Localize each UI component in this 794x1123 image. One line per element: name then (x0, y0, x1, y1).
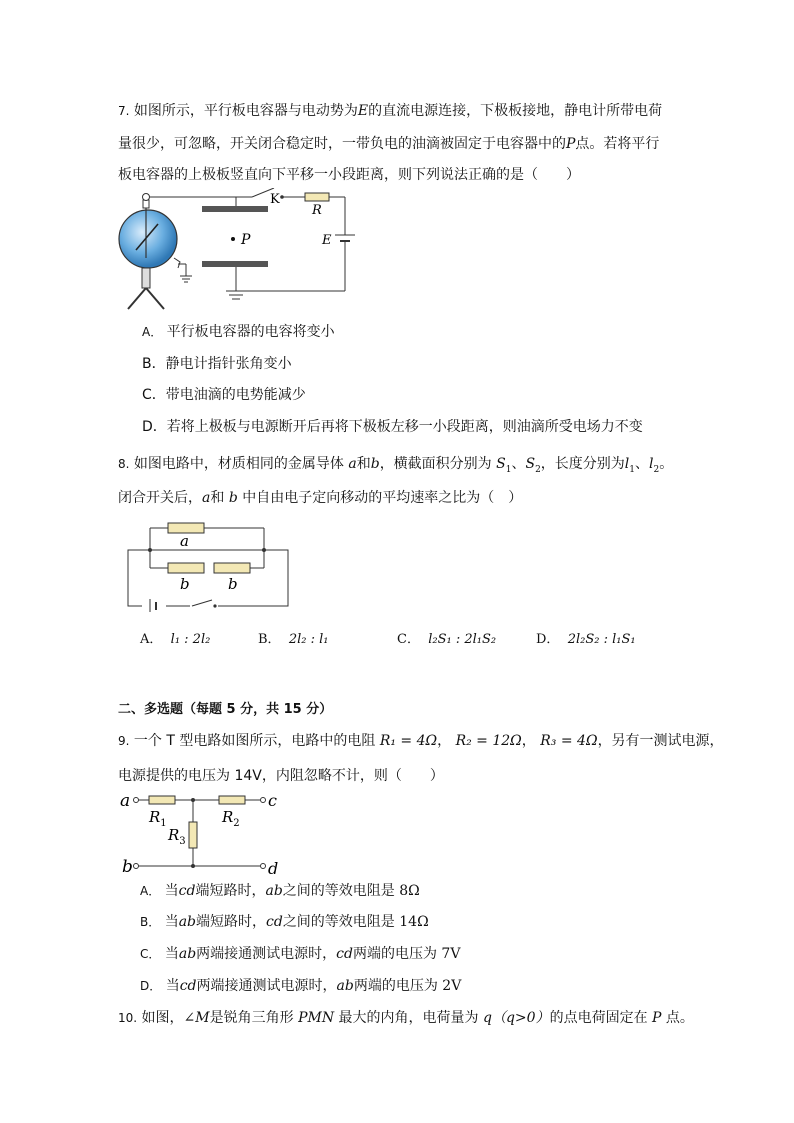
q8-text-line2: 闭合开关后，a和 b 中自由电子定向移动的平均速率之比为（ ） (118, 490, 523, 506)
q9-t-circuit-figure (118, 790, 288, 880)
q9-r1: R₁ = 4Ω (379, 733, 438, 749)
resistor-R1 (149, 796, 175, 804)
fig7-label-P: P (241, 232, 251, 248)
q7-text-line3: 板电容器的上极板竖直向下平移一小段距离，则下列说法正确的是（ ） (118, 167, 580, 183)
fig7-label-E: E (322, 233, 332, 248)
q8-circuit-figure (122, 516, 294, 612)
fig7-label-K: K (270, 192, 280, 207)
q9-option-b: B． 当ab端短路时，cd之间的等效电阻是 14Ω (140, 914, 429, 930)
q7-circuit-figure (112, 188, 357, 313)
q7-var-P: P (566, 136, 576, 152)
fig8-label-b1: b (180, 575, 190, 593)
q9-text-line1: 9. 一个 T 型电路如图所示，电路中的电阻 R₁ = 4Ω， R₂ = 12Ω， R₃ = 4Ω，另有一测试电源， (118, 733, 724, 749)
fig9-label-R1: $R_1$ (149, 808, 167, 829)
q10-number: 10. (118, 1011, 138, 1025)
electrometer-icon (119, 194, 192, 310)
q9-option-c: C． 当ab两端接通测试电源时，cd两端的电压为 7V (140, 946, 461, 962)
q9-text-line2: 电源提供的电压为 14V，内阻忽略不计，则（ ） (118, 768, 444, 784)
point-P (231, 237, 235, 241)
q9-option-d: D． 当cd两端接通测试电源时，ab两端的电压为 2V (140, 978, 462, 994)
q7-text-line2 (118, 134, 659, 154)
conductor-b1 (168, 563, 204, 573)
q8-option-c: C． l₂S₁ : 2l₁S₂ (397, 632, 497, 647)
fig8-label-a: a (180, 532, 189, 550)
q7-option-d: D．若将上极板与电源断开后再将下极板左移一小段距离，则油滴所受电场力不变 (142, 419, 643, 435)
fig8-label-b2: b (228, 575, 238, 593)
fig7-label-R: R (312, 203, 322, 218)
conductor-b2 (214, 563, 250, 573)
resistor-R3 (189, 822, 197, 848)
fig9-label-R2: $R_2$ (222, 808, 240, 829)
q9-option-a: A． 当cd端短路时，ab之间的等效电阻是 8Ω (140, 883, 420, 899)
q7-option-b: B．静电计指针张角变小 (142, 356, 292, 372)
q7-line2a: 量很少，可忽略，开关闭合稳定时，一带负电的油滴被固定于电容器中的 (118, 136, 566, 152)
q9-r2: R₂ = 12Ω (455, 733, 522, 749)
section-heading-multi-choice: 二、多选题（每题 5 分，共 15 分） (118, 702, 333, 717)
q8-option-b: B． 2l₂ : l₁ (258, 632, 329, 647)
fig9-label-R3: $R_3$ (168, 826, 186, 847)
q8-option-a: A． l₁ : 2l₂ (140, 632, 211, 647)
fig9-label-c: c (268, 791, 277, 810)
q7-text-line1 (118, 101, 662, 121)
lower-plate (202, 261, 268, 267)
q7-line1a: 如图所示，平行板电容器与电动势为 (133, 103, 358, 119)
q9-r3: R₃ = 4Ω (540, 733, 598, 749)
fig9-label-d: d (268, 859, 279, 878)
fig9-label-a: a (120, 791, 131, 811)
q9-number: 9. (118, 734, 130, 748)
resistor-R (305, 193, 329, 201)
q10-text-line1: 10. 如图，∠M是锐角三角形 PMN 最大的内角，电荷量为 q（q>0）的点电荷固定在 P 点。 (118, 1010, 694, 1026)
q8-text-line1: 8. 如图电路中，材质相同的金属导体 a和b，横截面积分别为 $S_1$、$S_2$，长度分别为$l_1$、$l_2$。 (118, 456, 674, 475)
q7-line1b: 的直流电源连接，下极板接地，静电计所带电荷 (368, 103, 663, 119)
q7-line2b: 点。若将平行 (575, 136, 660, 152)
q7-number: 7. (118, 104, 130, 118)
q7-var-E: E (357, 103, 369, 119)
fig9-label-b: b (122, 857, 133, 877)
q8-option-d: D． 2l₂S₂ : l₁S₁ (536, 632, 636, 647)
upper-plate (202, 206, 268, 212)
q7-option-a: A． 平行板电容器的电容将变小 (142, 324, 335, 340)
q8-number: 8. (118, 457, 130, 471)
q7-option-c: C．带电油滴的电势能减少 (142, 387, 306, 403)
resistor-R2 (219, 796, 245, 804)
